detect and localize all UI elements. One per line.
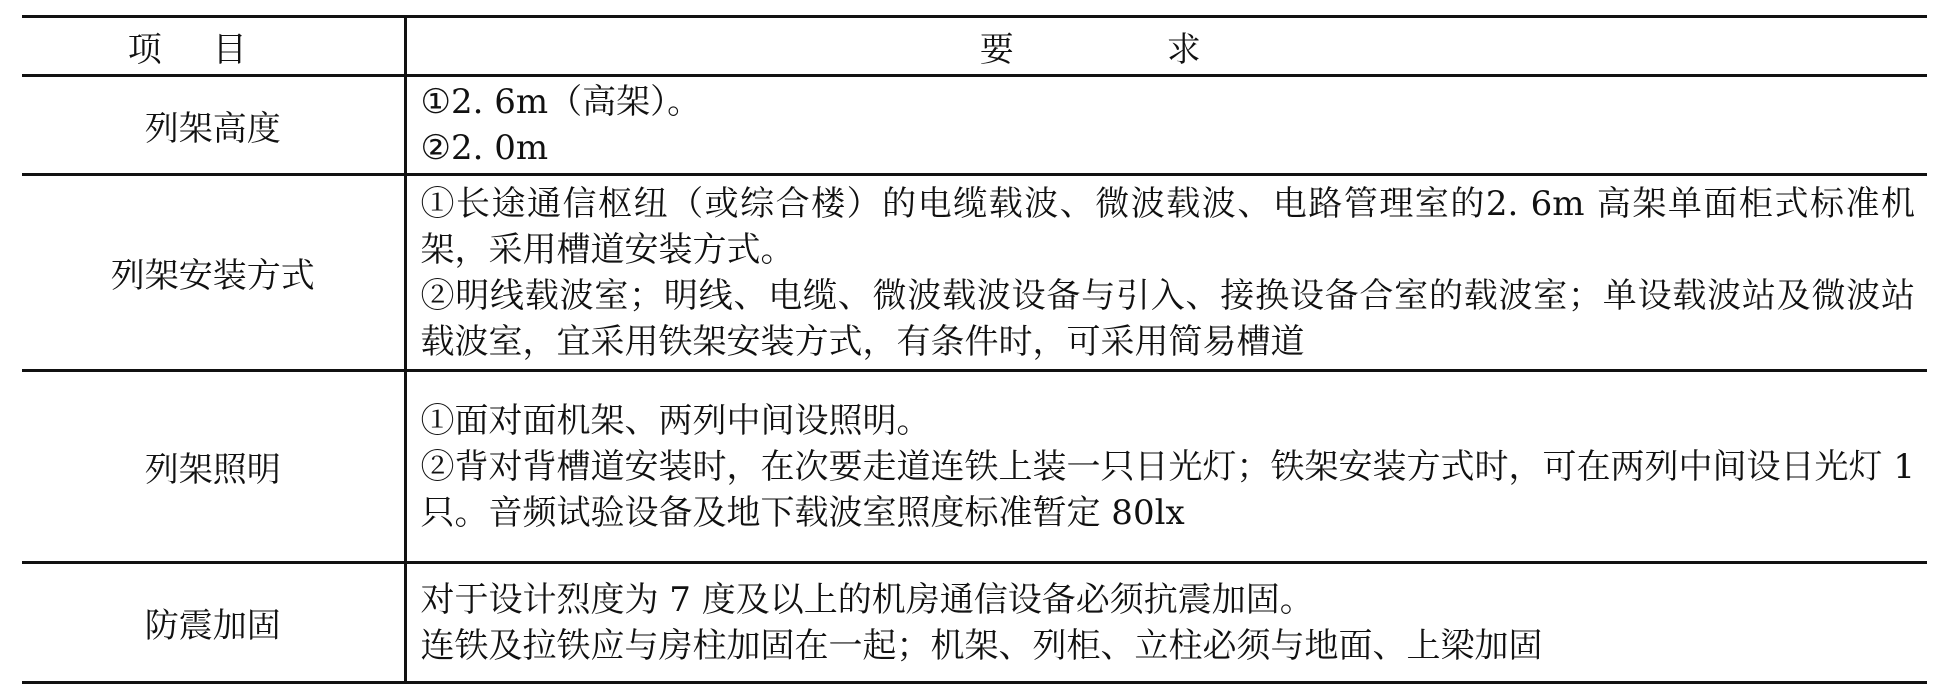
row-item-cell: 列架高度 — [22, 76, 405, 175]
row-requirement-cell — [405, 371, 1927, 563]
row-requirement-cell — [405, 76, 1927, 175]
header-requirement — [405, 17, 1927, 76]
requirement-line: ②2. 0m — [420, 128, 549, 168]
header-item-label: 项目 — [127, 29, 298, 70]
row-requirement-cell — [405, 563, 1927, 683]
requirement-line: ①长途通信枢纽（或综合楼）的电缆载波、微波载波、电路管理室的2. 6m 高架单面柜式标准机架，采用槽道安装方式。 — [420, 183, 1915, 270]
header-item — [22, 17, 405, 76]
requirement-line: 连铁及拉铁应与房柱加固在一起；机架、列柜、立柱必须与地面、上梁加固 — [420, 625, 1543, 666]
table-row — [22, 563, 1927, 683]
requirement-line: ②明线载波室；明线、电缆、微波载波设备与引入、接换设备合室的载波室；单设载波站及微波站载波室，宜采用铁架安装方式，有条件时，可采用简易槽道 — [420, 275, 1915, 362]
requirement-line: ①面对面机架、两列中间设照明。 — [420, 400, 931, 441]
row-item-cell: 列架照明 — [22, 371, 405, 563]
row-item-cell: 防震加固 — [22, 563, 405, 683]
row-requirement-cell — [405, 175, 1927, 371]
header-requirement-label: 要求 — [979, 29, 1354, 70]
requirement-line: ②背对背槽道安装时，在次要走道连铁上装一只日光灯；铁架安装方式时，可在两列中间设日光灯 1 只。音频试验设备及地下载波室照度标准暂定 80lx — [420, 446, 1915, 533]
requirements-table — [22, 15, 1927, 684]
requirement-line: ①2. 6m（高架）。 — [420, 82, 702, 122]
table-row — [22, 76, 1927, 175]
row-item-cell: 列架安装方式 — [22, 175, 405, 371]
requirement-line: 对于设计烈度为 7 度及以上的机房通信设备必须抗震加固。 — [420, 579, 1314, 620]
table-row — [22, 371, 1927, 563]
table-row — [22, 175, 1927, 371]
header-row — [22, 17, 1927, 76]
